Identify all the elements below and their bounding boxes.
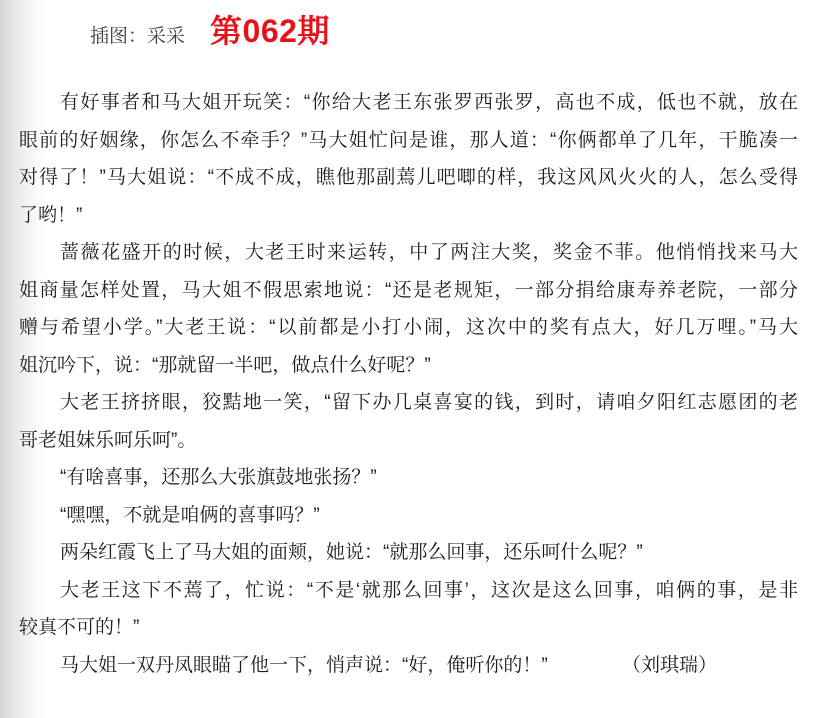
illustration-credit: 插图：采采 [90,26,186,47]
paragraph-line: 姐沉吟下，说：“那就留一半吧，做点什么好呢？” [19,354,431,376]
paragraph [19,459,798,497]
closing-line [19,647,798,685]
paragraph-line: 两朵红霞飞上了马大姐的面颊，她说：“就那么回事，还乐呵什么呢？” [60,542,643,563]
paragraph-line: 眼前的好姻缘，你怎么不牵手？”马大姐忙问是谁，那人道：“你俩都单了几年，干脆凑一 [19,129,798,151]
paragraph [19,84,798,234]
paragraph [19,234,798,384]
paragraph [19,572,798,647]
paragraph [19,647,798,685]
paragraph-line: 较真不可的！” [19,617,140,638]
issue-number: 第062期 [210,13,330,49]
paragraph-line: 了哟！” [19,204,83,226]
paragraph-line: 对得了！”马大姐说：“不成不成，瞧他那副蔫儿吧唧的样，我这风风火火的人，怎么受得 [19,167,798,188]
paragraph-line: 蔷薇花盛开的时候，大老王时来运转，中了两注大奖，奖金不菲。他悄悄找来马大 [60,242,798,263]
paragraph [19,534,798,572]
paragraph-line: 马大姐一双丹凤眼瞄了他一下，悄声说：“好，俺听你的！” [60,654,548,676]
paragraph-line: 有好事者和马大姐开玩笑：“你给大老王东张罗西张罗，高也不成，低也不就，放在 [60,92,798,113]
paragraph-line: 大老王挤挤眼，狡黠地一笑，“留下办几桌喜宴的钱，到时，请咱夕阳红志愿团的老 [60,392,798,413]
paragraph-line: 赠与希望小学。”大老王说：“以前都是小打小闹，这次中的奖有点大，好几万哩。”马大 [19,317,798,338]
paragraph-line: 大老王这下不蔫了，忙说：“不是‘就那么回事’，这次是这么回事，咱俩的事，是非 [60,579,798,601]
author-byline: （刘琪瑞） [622,654,718,676]
article-header [90,6,330,52]
paragraph [19,497,798,535]
paragraph-line: 姐商量怎样处置，马大姐不假思索地说：“还是老规矩，一部分捐给康寿养老院，一部分 [19,279,798,301]
paragraph-line: 哥老姐妹乐呵乐呵”。 [19,429,197,451]
paragraph [19,384,798,459]
paragraph-line: “有啥喜事，还那么大张旗鼓地张扬？” [60,467,377,488]
article-body [19,84,798,684]
paragraph-line: “嘿嘿，不就是咱俩的喜事吗？” [60,504,320,526]
